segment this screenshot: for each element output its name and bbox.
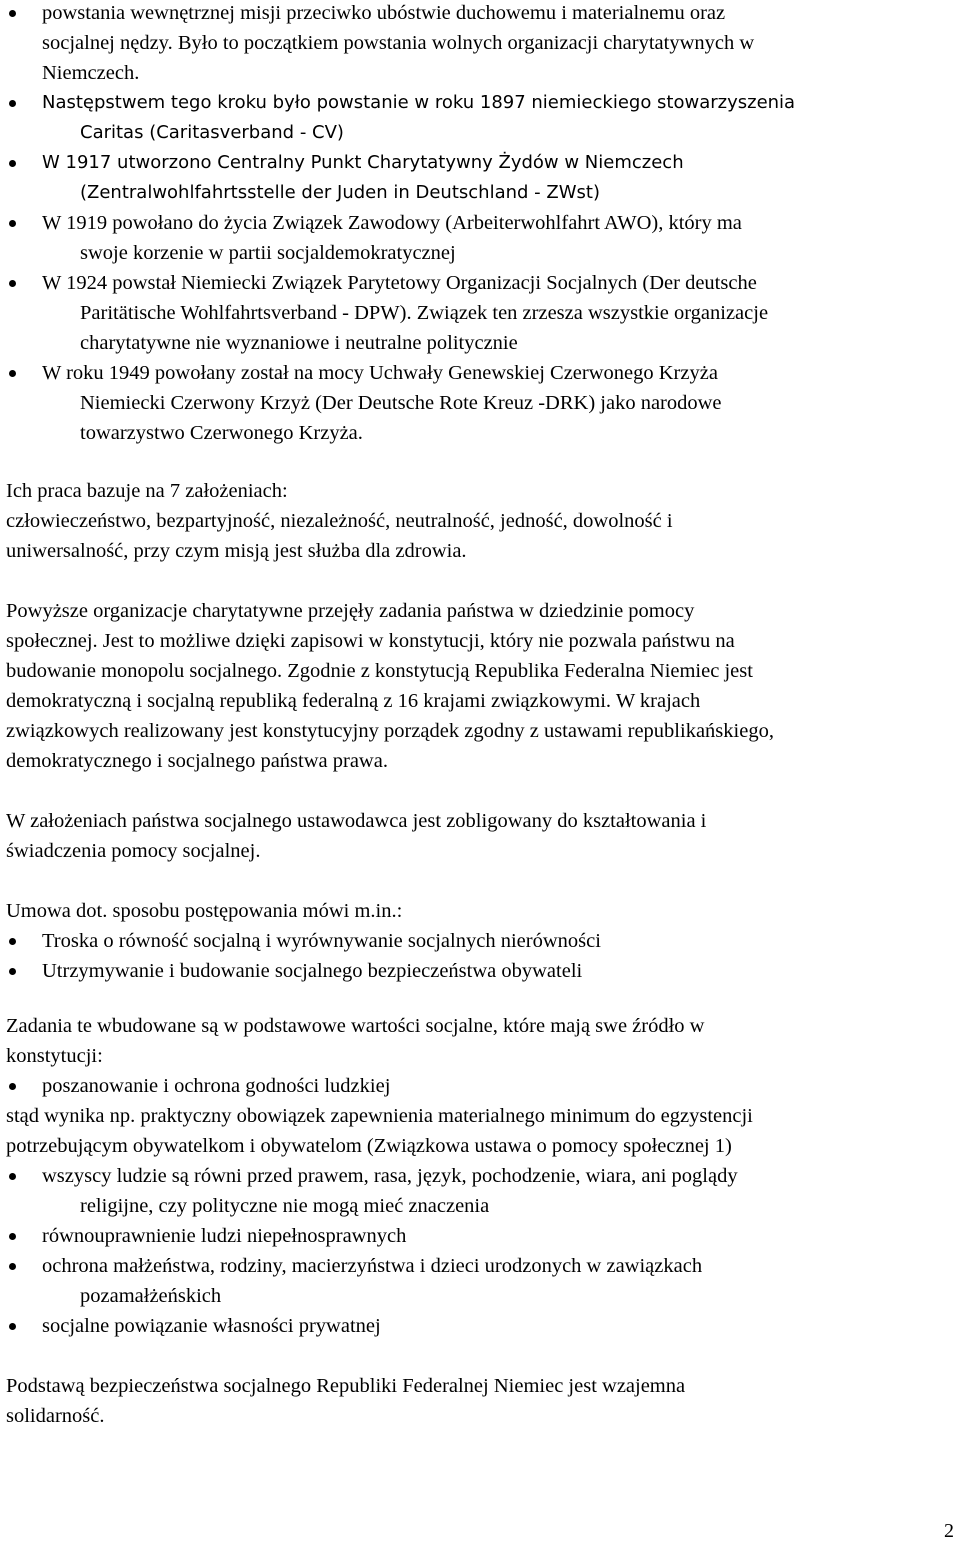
bullet-icon xyxy=(9,220,16,227)
paragraph-line: Zadania te wbudowane są w podstawowe wartości socjalne, które mają swe źródło w xyxy=(6,1015,705,1037)
list-item xyxy=(6,956,954,986)
list-item xyxy=(6,0,954,88)
list-item-text: swoje korzenie w partii socjaldemokratycznej xyxy=(80,242,456,264)
values-list-dignity xyxy=(6,1071,954,1101)
list-item-text: Caritas (Caritasverband - CV) xyxy=(80,122,344,143)
paragraph-line: Umowa dot. sposobu postępowania mówi m.in.: xyxy=(6,900,403,922)
list-item xyxy=(6,1071,954,1101)
paragraph-line: Ich praca bazuje na 7 założeniach: xyxy=(6,480,288,502)
paragraph-line: uniwersalność, przy czym misją jest służba dla zdrowia. xyxy=(6,540,467,562)
values-list-rights xyxy=(6,1161,954,1341)
list-item xyxy=(6,358,954,448)
paragraph-line: człowieczeństwo, bezpartyjność, niezależność, neutralność, jedność, dowolność i xyxy=(6,510,673,532)
list-item-text: Paritätische Wohlfahrtsverband - DPW). Związek ten zrzesza wszystkie organizacje xyxy=(80,302,769,324)
legislator-paragraph xyxy=(6,806,954,866)
paragraph-line: potrzebującym obywatelkom i obywatelom (Związkowa ustawa o pomocy społecznej 1) xyxy=(6,1135,732,1157)
paragraph-line: stąd wynika np. praktyczny obowiązek zapewnienia materialnego minimum do egzystencji xyxy=(6,1105,753,1127)
paragraph-line: Podstawą bezpieczeństwa socjalnego Republiki Federalnej Niemiec jest wzajemna xyxy=(6,1375,686,1397)
bullet-icon xyxy=(9,1173,16,1180)
list-item-text: socjalne powiązanie własności prywatnej xyxy=(42,1315,381,1337)
paragraph-line: Powyższe organizacje charytatywne przejęły zadania państwa w dziedzinie pomocy xyxy=(6,600,695,622)
principles-paragraph xyxy=(6,476,954,566)
document-page xyxy=(6,0,954,1431)
list-item-text: poszanowanie i ochrona godności ludzkiej xyxy=(42,1075,391,1097)
list-item-text: równouprawnienie ludzi niepełnosprawnych xyxy=(42,1225,407,1247)
list-item xyxy=(6,1311,954,1341)
values-paragraph xyxy=(6,1011,954,1071)
list-item-text: powstania wewnętrznej misji przeciwko ubóstwie duchowemu i materialnemu oraz xyxy=(42,2,726,24)
agreement-paragraph xyxy=(6,896,954,926)
bullet-icon xyxy=(9,1263,16,1270)
list-item xyxy=(6,1251,954,1311)
agreement-list xyxy=(6,926,954,986)
organizations-list xyxy=(6,0,954,448)
paragraph-line: W założeniach państwa socjalnego ustawodawca jest zobligowany do kształtowania i xyxy=(6,810,707,832)
list-item-text: Następstwem tego kroku było powstanie w roku 1897 niemieckiego stowarzyszenia xyxy=(42,92,796,113)
bullet-icon xyxy=(9,938,16,945)
paragraph-line: budowanie monopolu socjalnego. Zgodnie z konstytucją Republika Federalna Niemiec jest xyxy=(6,660,753,682)
list-item xyxy=(6,148,954,208)
list-item-text: towarzystwo Czerwonego Krzyża. xyxy=(80,422,363,444)
list-item-text: (Zentralwohlfahrtsstelle der Juden in Deutschland - ZWst) xyxy=(80,182,600,203)
bullet-icon xyxy=(9,370,16,377)
list-item-text: wszyscy ludzie są równi przed prawem, rasa, język, pochodzenie, wiara, ani poglądy xyxy=(42,1165,738,1187)
list-item xyxy=(6,208,954,268)
bullet-icon xyxy=(9,100,16,107)
state-tasks-paragraph xyxy=(6,596,954,776)
list-item-text: W roku 1949 powołany został na mocy Uchwały Genewskiej Czerwonego Krzyża xyxy=(42,362,718,384)
page-number: 2 xyxy=(944,1520,954,1542)
paragraph-line: solidarność. xyxy=(6,1405,105,1427)
list-item-text: W 1917 utworzono Centralny Punkt Charytatywny Żydów w Niemczech xyxy=(42,152,684,173)
list-item-text: ochrona małżeństwa, rodziny, macierzyństwa i dzieci urodzonych w zawiązkach xyxy=(42,1255,703,1277)
solidarity-paragraph xyxy=(6,1371,954,1431)
list-item-text: religijne, czy polityczne nie mogą mieć znaczenia xyxy=(80,1195,490,1217)
list-item xyxy=(6,1161,954,1221)
list-item-text: Troska o równość socjalną i wyrównywanie socjalnych nierówności xyxy=(42,930,601,952)
paragraph-line: demokratycznego i socjalnego państwa prawa. xyxy=(6,750,388,772)
list-item-text: pozamałżeńskich xyxy=(80,1285,222,1307)
bullet-icon xyxy=(9,10,16,17)
list-item xyxy=(6,1221,954,1251)
bullet-icon xyxy=(9,280,16,287)
list-item xyxy=(6,88,954,148)
paragraph-line: konstytucji: xyxy=(6,1045,103,1067)
bullet-icon xyxy=(9,160,16,167)
paragraph-line: związkowych realizowany jest konstytucyjny porządek zgodny z ustawami republikańskiego, xyxy=(6,720,774,742)
list-item-text: Utrzymywanie i budowanie socjalnego bezpieczeństwa obywateli xyxy=(42,960,583,982)
bullet-icon xyxy=(9,1083,16,1090)
list-item-text: W 1924 powstał Niemiecki Związek Parytetowy Organizacji Socjalnych (Der deutsche xyxy=(42,272,757,294)
list-item-text: charytatywne nie wyznaniowe i neutralne politycznie xyxy=(80,332,518,354)
list-item-text: Niemiecki Czerwony Krzyż (Der Deutsche Rote Kreuz -DRK) jako narodowe xyxy=(80,392,722,414)
paragraph-line: demokratyczną i socjalną republiką federalną z 16 krajami związkowymi. W krajach xyxy=(6,690,701,712)
bullet-icon xyxy=(9,968,16,975)
list-item-text: W 1919 powołano do życia Związek Zawodowy (Arbeiterwohlfahrt AWO), który ma xyxy=(42,212,742,234)
paragraph-line: społecznej. Jest to możliwe dzięki zapisowi w konstytucji, który nie pozwala państwu na xyxy=(6,630,735,652)
list-item-text: Niemczech. xyxy=(42,62,140,84)
bullet-icon xyxy=(9,1233,16,1240)
minimum-paragraph xyxy=(6,1101,954,1161)
list-item xyxy=(6,268,954,358)
paragraph-line: świadczenia pomocy socjalnej. xyxy=(6,840,261,862)
bullet-icon xyxy=(9,1323,16,1330)
list-item xyxy=(6,926,954,956)
list-item-text: socjalnej nędzy. Było to początkiem powstania wolnych organizacji charytatywnych w xyxy=(42,32,755,54)
